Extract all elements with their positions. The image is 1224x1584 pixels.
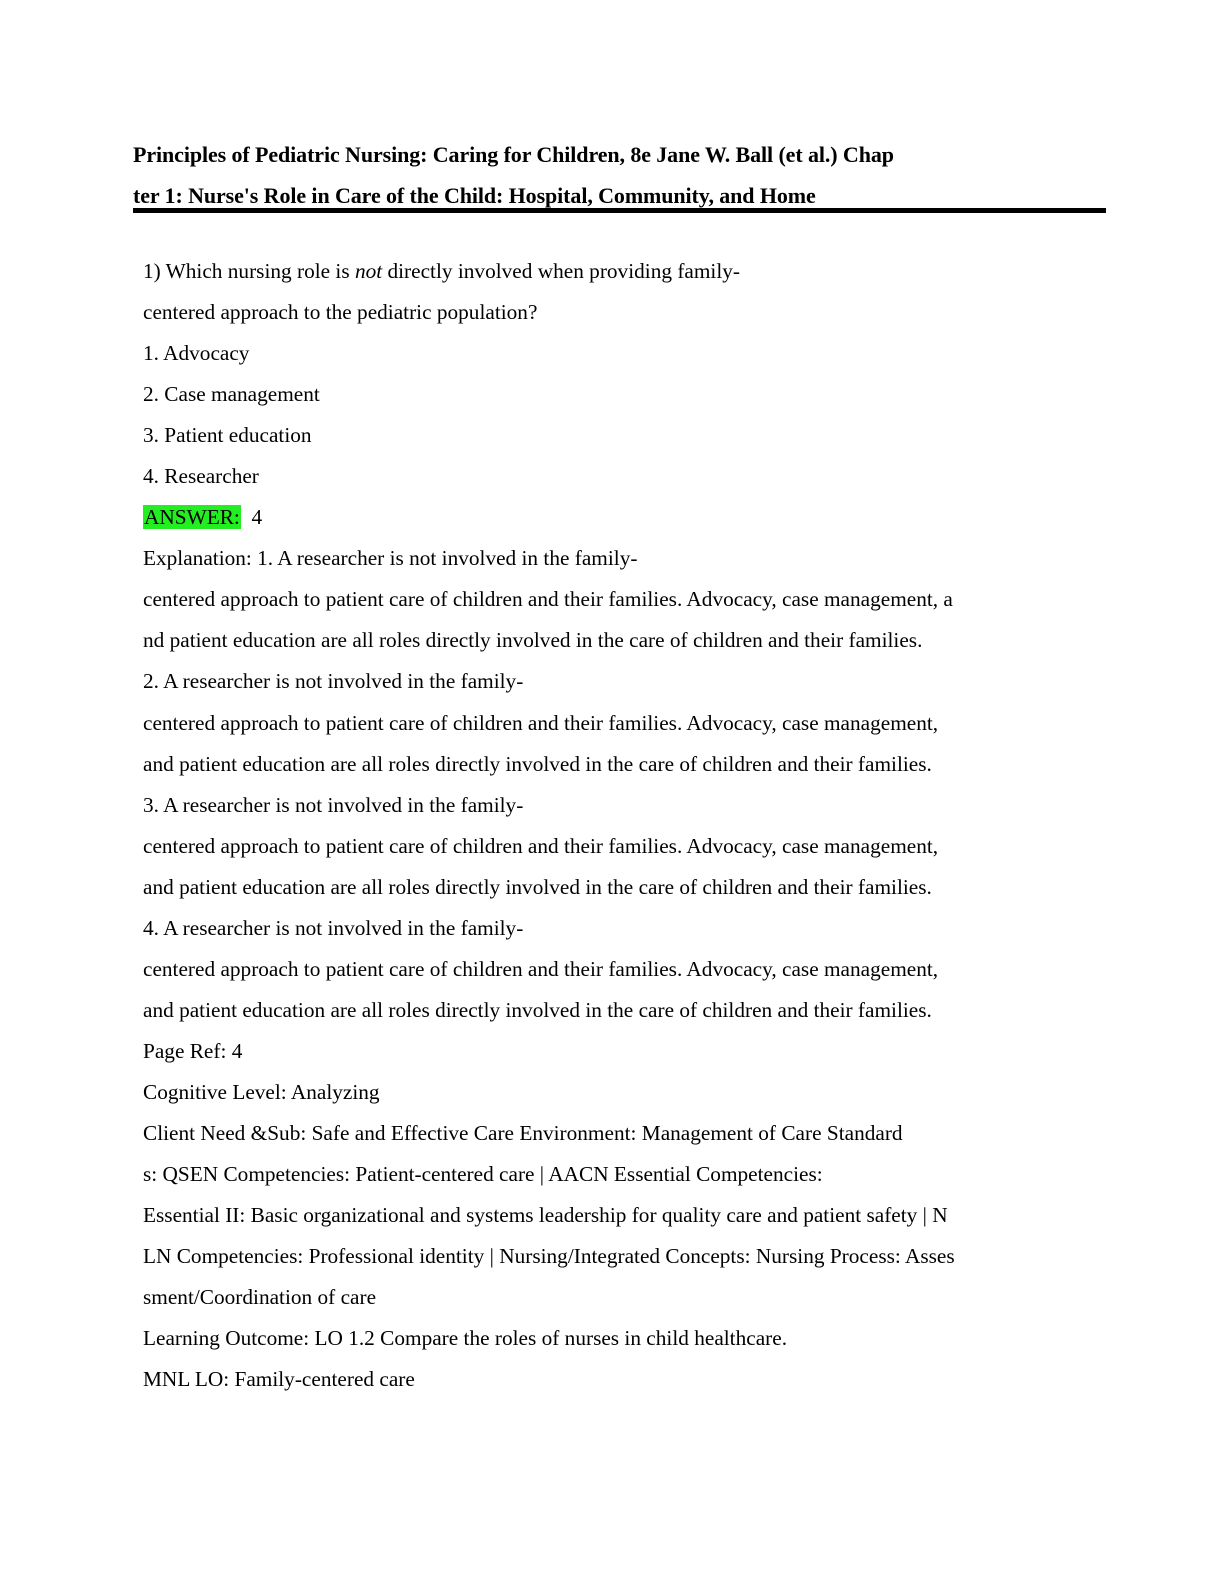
- document-header: [133, 134, 1108, 216]
- explanation-line: centered approach to patient care of children and their families. Advocacy, case management,: [143, 833, 939, 858]
- question-block: [143, 251, 1103, 1400]
- question-stem-post: directly involved when providing family-: [382, 259, 740, 283]
- answer-option: 4. Researcher: [143, 464, 259, 489]
- client-need-line: Client Need &Sub: Safe and Effective Care Environment: Management of Care Standard: [143, 1120, 903, 1145]
- question-stem-pre: 1) Which nursing role is: [143, 259, 355, 283]
- client-need-line: s: QSEN Competencies: Patient-centered care | AACN Essential Competencies:: [143, 1162, 823, 1187]
- explanation-line: centered approach to patient care of children and their families. Advocacy, case management, a: [143, 587, 953, 612]
- explanation-line: and patient education are all roles directly involved in the care of children and their families.: [143, 997, 932, 1022]
- page-ref: Page Ref: 4: [143, 1038, 243, 1063]
- answer-option: 2. Case management: [143, 382, 320, 407]
- client-need-line: Essential II: Basic organizational and systems leadership for quality care and patient safety | N: [143, 1203, 948, 1228]
- question-stem-line-2: centered approach to the pediatric population?: [143, 300, 538, 325]
- answer-option: 1. Advocacy: [143, 341, 250, 366]
- answer-value: 4: [251, 505, 263, 530]
- header-divider: [133, 208, 1106, 213]
- explanation-line: 2. A researcher is not involved in the family-: [143, 669, 524, 694]
- mnl-lo: MNL LO: Family-centered care: [143, 1367, 415, 1392]
- answer-line: [143, 497, 1103, 538]
- explanation-line: 3. A researcher is not involved in the family-: [143, 792, 524, 817]
- learning-outcome: Learning Outcome: LO 1.2 Compare the roles of nurses in child healthcare.: [143, 1326, 788, 1351]
- explanation-line: Explanation: 1. A researcher is not involved in the family-: [143, 546, 638, 571]
- explanation-line: and patient education are all roles directly involved in the care of children and their families.: [143, 751, 932, 776]
- explanation-line: 4. A researcher is not involved in the family-: [143, 915, 524, 940]
- cognitive-level: Cognitive Level: Analyzing: [143, 1079, 380, 1104]
- document-title-line-1: Principles of Pediatric Nursing: Caring for Children, 8e Jane W. Ball (et al.) Chap: [133, 142, 894, 167]
- client-need-line: LN Competencies: Professional identity | Nursing/Integrated Concepts: Nursing Process: Asses: [143, 1244, 955, 1269]
- explanation-line: nd patient education are all roles directly involved in the care of children and their families.: [143, 628, 923, 653]
- explanation-line: centered approach to patient care of children and their families. Advocacy, case management,: [143, 956, 939, 981]
- answer-label: ANSWER:: [144, 505, 240, 530]
- document-title-line-2: ter 1: Nurse's Role in Care of the Child: Hospital, Community, and Home: [133, 183, 816, 208]
- client-need-line: sment/Coordination of care: [143, 1285, 377, 1310]
- explanation-line: and patient education are all roles directly involved in the care of children and their families.: [143, 874, 932, 899]
- answer-option: 3. Patient education: [143, 423, 312, 448]
- question-stem-emphasis: not: [354, 259, 383, 283]
- explanation-line: centered approach to patient care of children and their families. Advocacy, case management,: [143, 710, 939, 735]
- question-stem-line-1: [143, 251, 1103, 292]
